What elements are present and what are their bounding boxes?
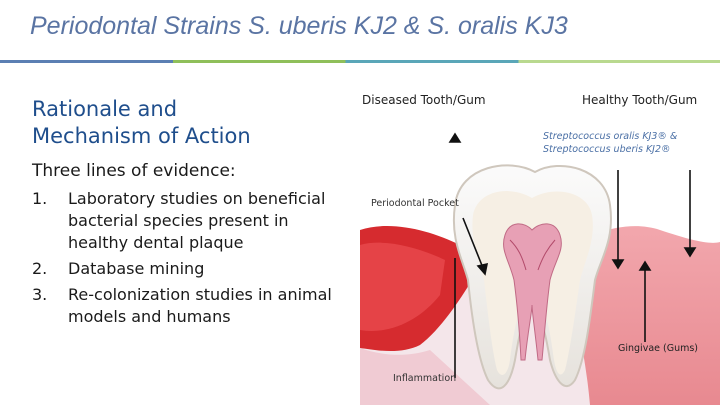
evidence-heading: Three lines of evidence: bbox=[32, 161, 236, 181]
subtitle-line-1: Rationale and bbox=[32, 97, 178, 121]
label-strains bbox=[543, 130, 713, 156]
section-subtitle bbox=[32, 96, 251, 150]
label-gingivae: Gingivae (Gums) bbox=[618, 343, 698, 354]
list-item-text: Laboratory studies on beneficial bacterial species present in healthy dental plaque bbox=[68, 189, 326, 252]
list-item bbox=[32, 188, 337, 254]
list-item-text: Database mining bbox=[68, 259, 205, 278]
tooth-diagram bbox=[360, 80, 720, 405]
label-healthy-tooth: Healthy Tooth/Gum bbox=[582, 93, 698, 107]
label-strains-line-2: Streptococcus uberis KJ2® bbox=[543, 144, 671, 155]
label-inflammation: Inflammation bbox=[393, 373, 457, 384]
subtitle-line-2: Mechanism of Action bbox=[32, 124, 251, 148]
list-item-text: Re-colonization studies in animal models and humans bbox=[68, 285, 332, 326]
slide-title: Periodontal Strains S. uberis KJ2 & S. oralis KJ3 bbox=[30, 12, 568, 40]
evidence-list bbox=[32, 188, 337, 332]
list-item-number: 1. bbox=[32, 189, 48, 208]
list-item-number: 3. bbox=[32, 285, 48, 304]
label-periodontal-pocket: Periodontal Pocket bbox=[371, 198, 459, 209]
title-divider bbox=[0, 60, 720, 63]
list-item-number: 2. bbox=[32, 259, 48, 278]
list-item bbox=[32, 258, 337, 280]
label-diseased-tooth: Diseased Tooth/Gum bbox=[362, 93, 486, 107]
label-strains-line-1: Streptococcus oralis KJ3® & bbox=[543, 131, 678, 142]
tooth-illustration bbox=[360, 80, 720, 405]
list-item bbox=[32, 284, 337, 328]
